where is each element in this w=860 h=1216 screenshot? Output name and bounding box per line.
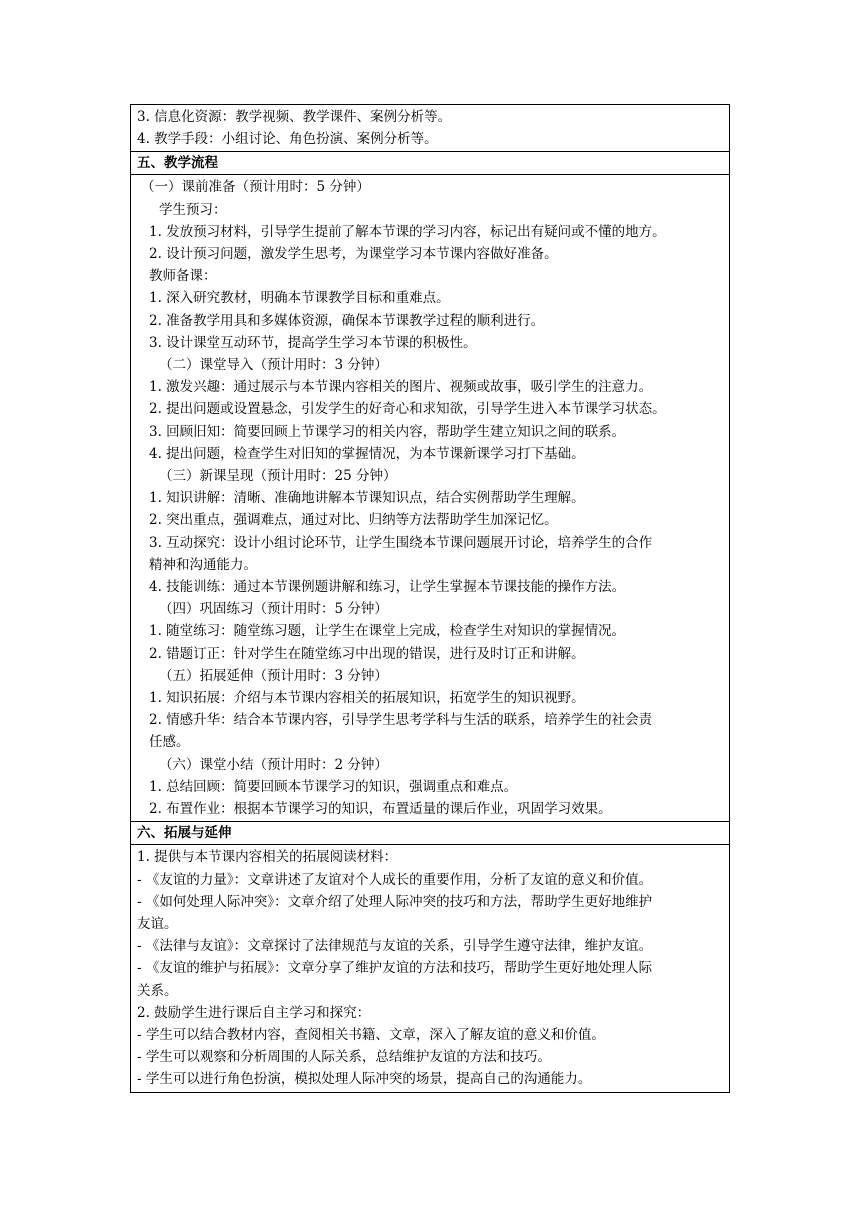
process-line: 教师备课： [149,268,217,285]
process-line: 1. 随堂练习：随堂练习题，让学生在课堂上完成，检查学生对知识的掌握情况。 [149,623,626,640]
process-line: （五）拓展延伸（预计用时：3 分钟） [159,667,388,684]
extension-line: 1. 提供与本节课内容相关的拓展阅读材料： [137,849,398,866]
process-line: 3. 回顾旧知：简要回顾上节课学习的相关内容，帮助学生建立知识之间的联系。 [149,423,626,440]
process-line: 2. 提出问题或设置悬念，引发学生的好奇心和求知欲，引导学生进入本节课学习状态。 [149,401,666,418]
process-line: （四）巩固练习（预计用时：5 分钟） [159,601,388,618]
process-line: 学生预习： [159,201,227,218]
process-line: 2. 准备教学用具和多媒体资源，确保本节课教学过程的顺利进行。 [149,312,545,329]
extension-line: - 《法律与友谊》：文章探讨了法律规范与友谊的关系，引导学生遵守法律，维护友谊。 [137,938,653,955]
process-line: （一）课前准备（预计用时：5 分钟） [141,179,370,196]
process-line: （六）课堂小结（预计用时：2 分钟） [159,756,388,773]
extension-line: - 《如何处理人际冲突》：文章介绍了处理人际冲突的技巧和方法，帮助学生更好地维护 [137,893,653,910]
resources-cell [131,105,729,151]
section-5-heading: 五、教学流程 [131,151,729,174]
process-line: 1. 知识讲解：清晰、准确地讲解本节课知识点，结合实例帮助学生理解。 [149,490,585,507]
extension-line: 2. 鼓励学生进行课后自主学习和探究： [137,1004,371,1021]
process-line: （三）新课呈现（预计用时：25 分钟） [159,468,397,485]
process-line: 2. 情感升华：结合本节课内容，引导学生思考学科与生活的联系，培养学生的社会责 [149,712,653,729]
process-line: 2. 错题订正：针对学生在随堂练习中出现的错误，进行及时订正和讲解。 [149,645,585,662]
lesson-plan-table [130,104,730,1093]
teaching-process-cell [131,174,729,821]
process-line: 4. 提出问题，检查学生对旧知的掌握情况，为本节课新课学习打下基础。 [149,445,585,462]
extension-line: - 《友谊的维护与拓展》：文章分享了维护友谊的方法和技巧，帮助学生更好地处理人际 [137,960,653,977]
process-line: 2. 设计预习问题，激发学生思考，为课堂学习本节课内容做好准备。 [149,246,558,263]
extension-line: - 《友谊的力量》：文章讲述了友谊对个人成长的重要作用，分析了友谊的意义和价值。 [137,871,653,888]
process-line: 任感。 [149,734,190,751]
process-line: （二）课堂导入（预计用时：3 分钟） [159,357,388,374]
process-line: 1. 知识拓展：介绍与本节课内容相关的拓展知识，拓宽学生的知识视野。 [149,690,585,707]
process-line: 4. 技能训练：通过本节课例题讲解和练习，让学生掌握本节课技能的操作方法。 [149,579,626,596]
extension-line: 关系。 [137,982,178,999]
extension-line: - 学生可以结合教材内容，查阅相关书籍、文章，深入了解友谊的意义和价值。 [137,1026,605,1043]
resource-line-4: 4. 教学手段：小组讨论、角色扮演、案例分析等。 [137,131,438,148]
process-line: 3. 互动探究：设计小组讨论环节，让学生围绕本节课问题展开讨论，培养学生的合作 [149,534,653,551]
process-line: 1. 发放预习材料，引导学生提前了解本节课的学习内容，标记出有疑问或不懂的地方。 [149,223,666,240]
process-line: 1. 激发兴趣：通过展示与本节课内容相关的图片、视频或故事，吸引学生的注意力。 [149,379,653,396]
extension-cell [131,844,729,1091]
extension-line: - 学生可以观察和分析周围的人际关系，总结维护友谊的方法和技巧。 [137,1049,551,1066]
resource-line-3: 3. 信息化资源：教学视频、教学课件、案例分析等。 [137,109,452,125]
process-line: 2. 突出重点，强调难点，通过对比、归纳等方法帮助学生加深记忆。 [149,512,558,529]
extension-line: - 学生可以进行角色扮演，模拟处理人际冲突的场景，提高自己的沟通能力。 [137,1071,592,1088]
section-6-heading: 六、拓展与延伸 [131,821,729,844]
process-line: 1. 深入研究教材，明确本节课教学目标和重难点。 [149,290,450,307]
process-line: 3. 设计课堂互动环节，提高学生学习本节课的积极性。 [149,334,477,351]
process-line: 精神和沟通能力。 [149,556,257,573]
process-line: 1. 总结回顾：简要回顾本节课学习的知识，强调重点和难点。 [149,778,518,795]
extension-line: 友谊。 [137,915,178,932]
process-line: 2. 布置作业：根据本节课学习的知识，布置适量的课后作业，巩固学习效果。 [149,801,612,818]
